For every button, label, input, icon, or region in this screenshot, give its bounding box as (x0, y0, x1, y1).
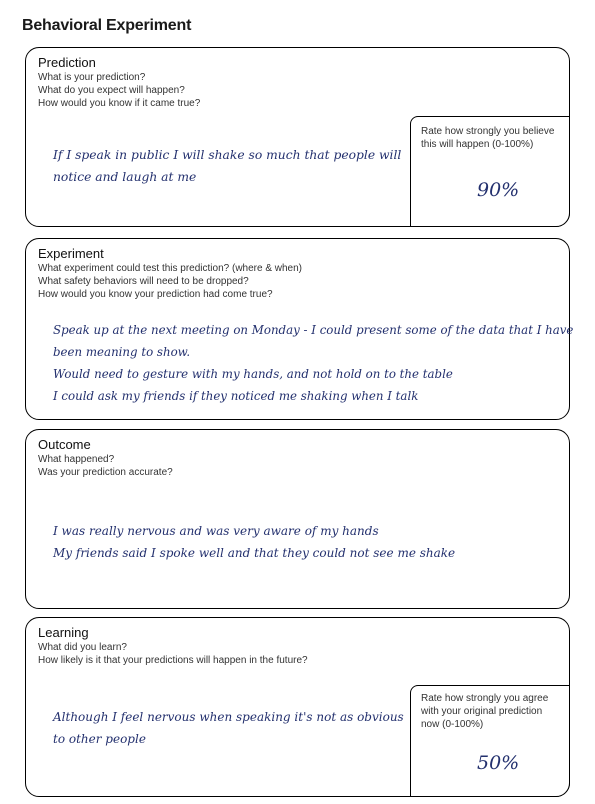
learning-heading: Learning (38, 625, 89, 640)
learning-question: What did you learn? (38, 642, 127, 653)
experiment-answer[interactable] (53, 319, 573, 407)
learning-question: How likely is it that your predictions will happen in the future? (38, 655, 308, 666)
prediction-heading: Prediction (38, 55, 96, 70)
learning-questions (38, 641, 308, 667)
learning-rating-prompt (421, 692, 548, 731)
prediction-section (25, 47, 570, 227)
prediction-rating-value[interactable]: 90% (477, 179, 520, 201)
experiment-answer-line: Speak up at the next meeting on Monday - I could present some of the data that I have (53, 323, 574, 337)
outcome-heading: Outcome (38, 437, 91, 452)
prediction-rating-prompt (421, 125, 554, 151)
prediction-answer-line: If I speak in public I will shake so much that people will (53, 148, 402, 162)
prediction-question: How would you know if it came true? (38, 98, 201, 109)
prediction-questions (38, 71, 200, 110)
experiment-question: What experiment could test this prediction? (where & when) (38, 263, 303, 274)
experiment-question: How would you know your prediction had come true? (38, 289, 273, 300)
experiment-answer-line: Would need to gesture with my hands, and not hold on to the table (53, 367, 453, 381)
prediction-rating-prompt-line: this will happen (0-100%) (421, 139, 534, 150)
outcome-question: What happened? (38, 454, 115, 465)
outcome-answer-line: My friends said I spoke well and that they could not see me shake (53, 546, 456, 560)
learning-rating-prompt-line: with your original prediction (421, 706, 543, 717)
learning-rating-prompt-line: now (0-100%) (421, 719, 484, 730)
experiment-heading: Experiment (38, 246, 104, 261)
prediction-question: What is your prediction? (38, 72, 146, 83)
prediction-rating-box (410, 116, 570, 227)
learning-rating-value[interactable]: 50% (477, 752, 520, 774)
learning-answer[interactable] (53, 706, 404, 750)
prediction-answer-line: notice and laugh at me (53, 170, 197, 184)
experiment-answer-line: I could ask my friends if they noticed me shaking when I talk (53, 389, 419, 403)
learning-rating-box (410, 685, 570, 797)
learning-answer-line: to other people (53, 732, 146, 746)
learning-rating-prompt-line: Rate how strongly you agree (421, 693, 549, 704)
outcome-answer[interactable] (53, 520, 455, 564)
prediction-question: What do you expect will happen? (38, 85, 185, 96)
experiment-question: What safety behaviors will need to be dropped? (38, 276, 249, 287)
outcome-question: Was your prediction accurate? (38, 467, 173, 478)
experiment-questions (38, 262, 302, 301)
page-title: Behavioral Experiment (22, 17, 192, 34)
prediction-rating-prompt-line: Rate how strongly you believe (421, 126, 555, 137)
outcome-section (25, 429, 570, 609)
outcome-answer-line: I was really nervous and was very aware of my hands (53, 524, 379, 538)
learning-answer-line: Although I feel nervous when speaking it's not as obvious (53, 710, 404, 724)
prediction-answer[interactable] (53, 144, 401, 188)
experiment-answer-line: been meaning to show. (53, 345, 191, 359)
experiment-section (25, 238, 574, 420)
learning-section (25, 617, 570, 797)
outcome-questions (38, 453, 173, 479)
